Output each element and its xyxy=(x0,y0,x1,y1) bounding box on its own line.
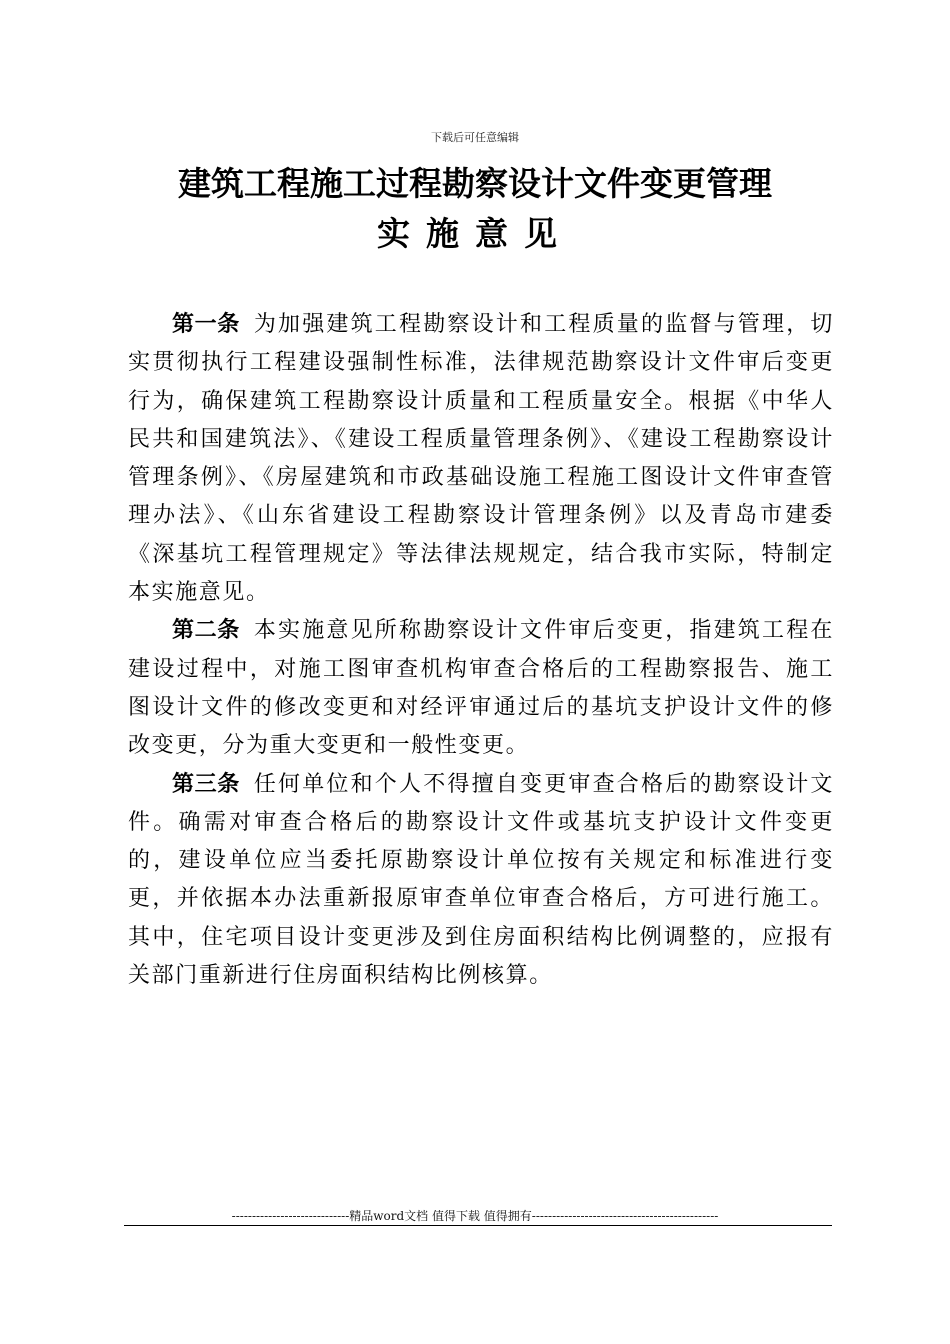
footer-divider xyxy=(124,1225,832,1226)
article-1-number: 第一条 xyxy=(172,312,240,337)
article-3 xyxy=(128,766,834,996)
document-body xyxy=(128,306,834,995)
title-line-2: 实施意见 xyxy=(377,214,573,253)
title-line-1: 建筑工程施工过程勘察设计文件变更管理 xyxy=(178,164,772,203)
document-title xyxy=(0,160,950,258)
article-2-number: 第二条 xyxy=(172,618,240,644)
header-note: 下载后可任意编辑 xyxy=(431,131,519,144)
article-3-number: 第三条 xyxy=(172,771,240,797)
article-1-text: 为加强建筑工程勘察设计和工程质量的监督与管理，切实贯彻执行工程建设强制性标准，法律规范勘察设计文件审后变更行为，确保建筑工程勘察设计质量和工程质量安全。根据《中华人民共和国建筑法》、《建设工程质量管理条例》、《建设工程勘察设计管理条例》、《房屋建筑和市政基础设施工程施工图设计文件审查管理办法》、《山东省建设工程勘察设计管理条例》以及青岛市建委《深基坑工程管理规定》等法律法规规定，结合我市实际，特制定本实施意见。 xyxy=(128,312,834,606)
article-1 xyxy=(128,306,834,612)
footer-note: -----------------------------精品word文档 值得下载 值得拥有---------------------------------------------- xyxy=(231,1209,719,1223)
article-2-text: 本实施意见所称勘察设计文件审后变更，指建筑工程在建设过程中，对施工图审查机构审查合格后的工程勘察报告、施工图设计文件的修改变更和对经评审通过后的基坑支护设计文件的修改变更，分为重大变更和一般性变更。 xyxy=(128,618,834,759)
article-2 xyxy=(128,612,834,765)
article-3-text: 任何单位和个人不得擅自变更审查合格后的勘察设计文件。确需对审查合格后的勘察设计文件或基坑支护设计文件变更的，建设单位应当委托原勘察设计单位按有关规定和标准进行变更，并依据本办法重新报原审查单位审查合格后，方可进行施工。其中，住宅项目设计变更涉及到住房面积结构比例调整的，应报有关部门重新进行住房面积结构比例核算。 xyxy=(128,771,834,989)
